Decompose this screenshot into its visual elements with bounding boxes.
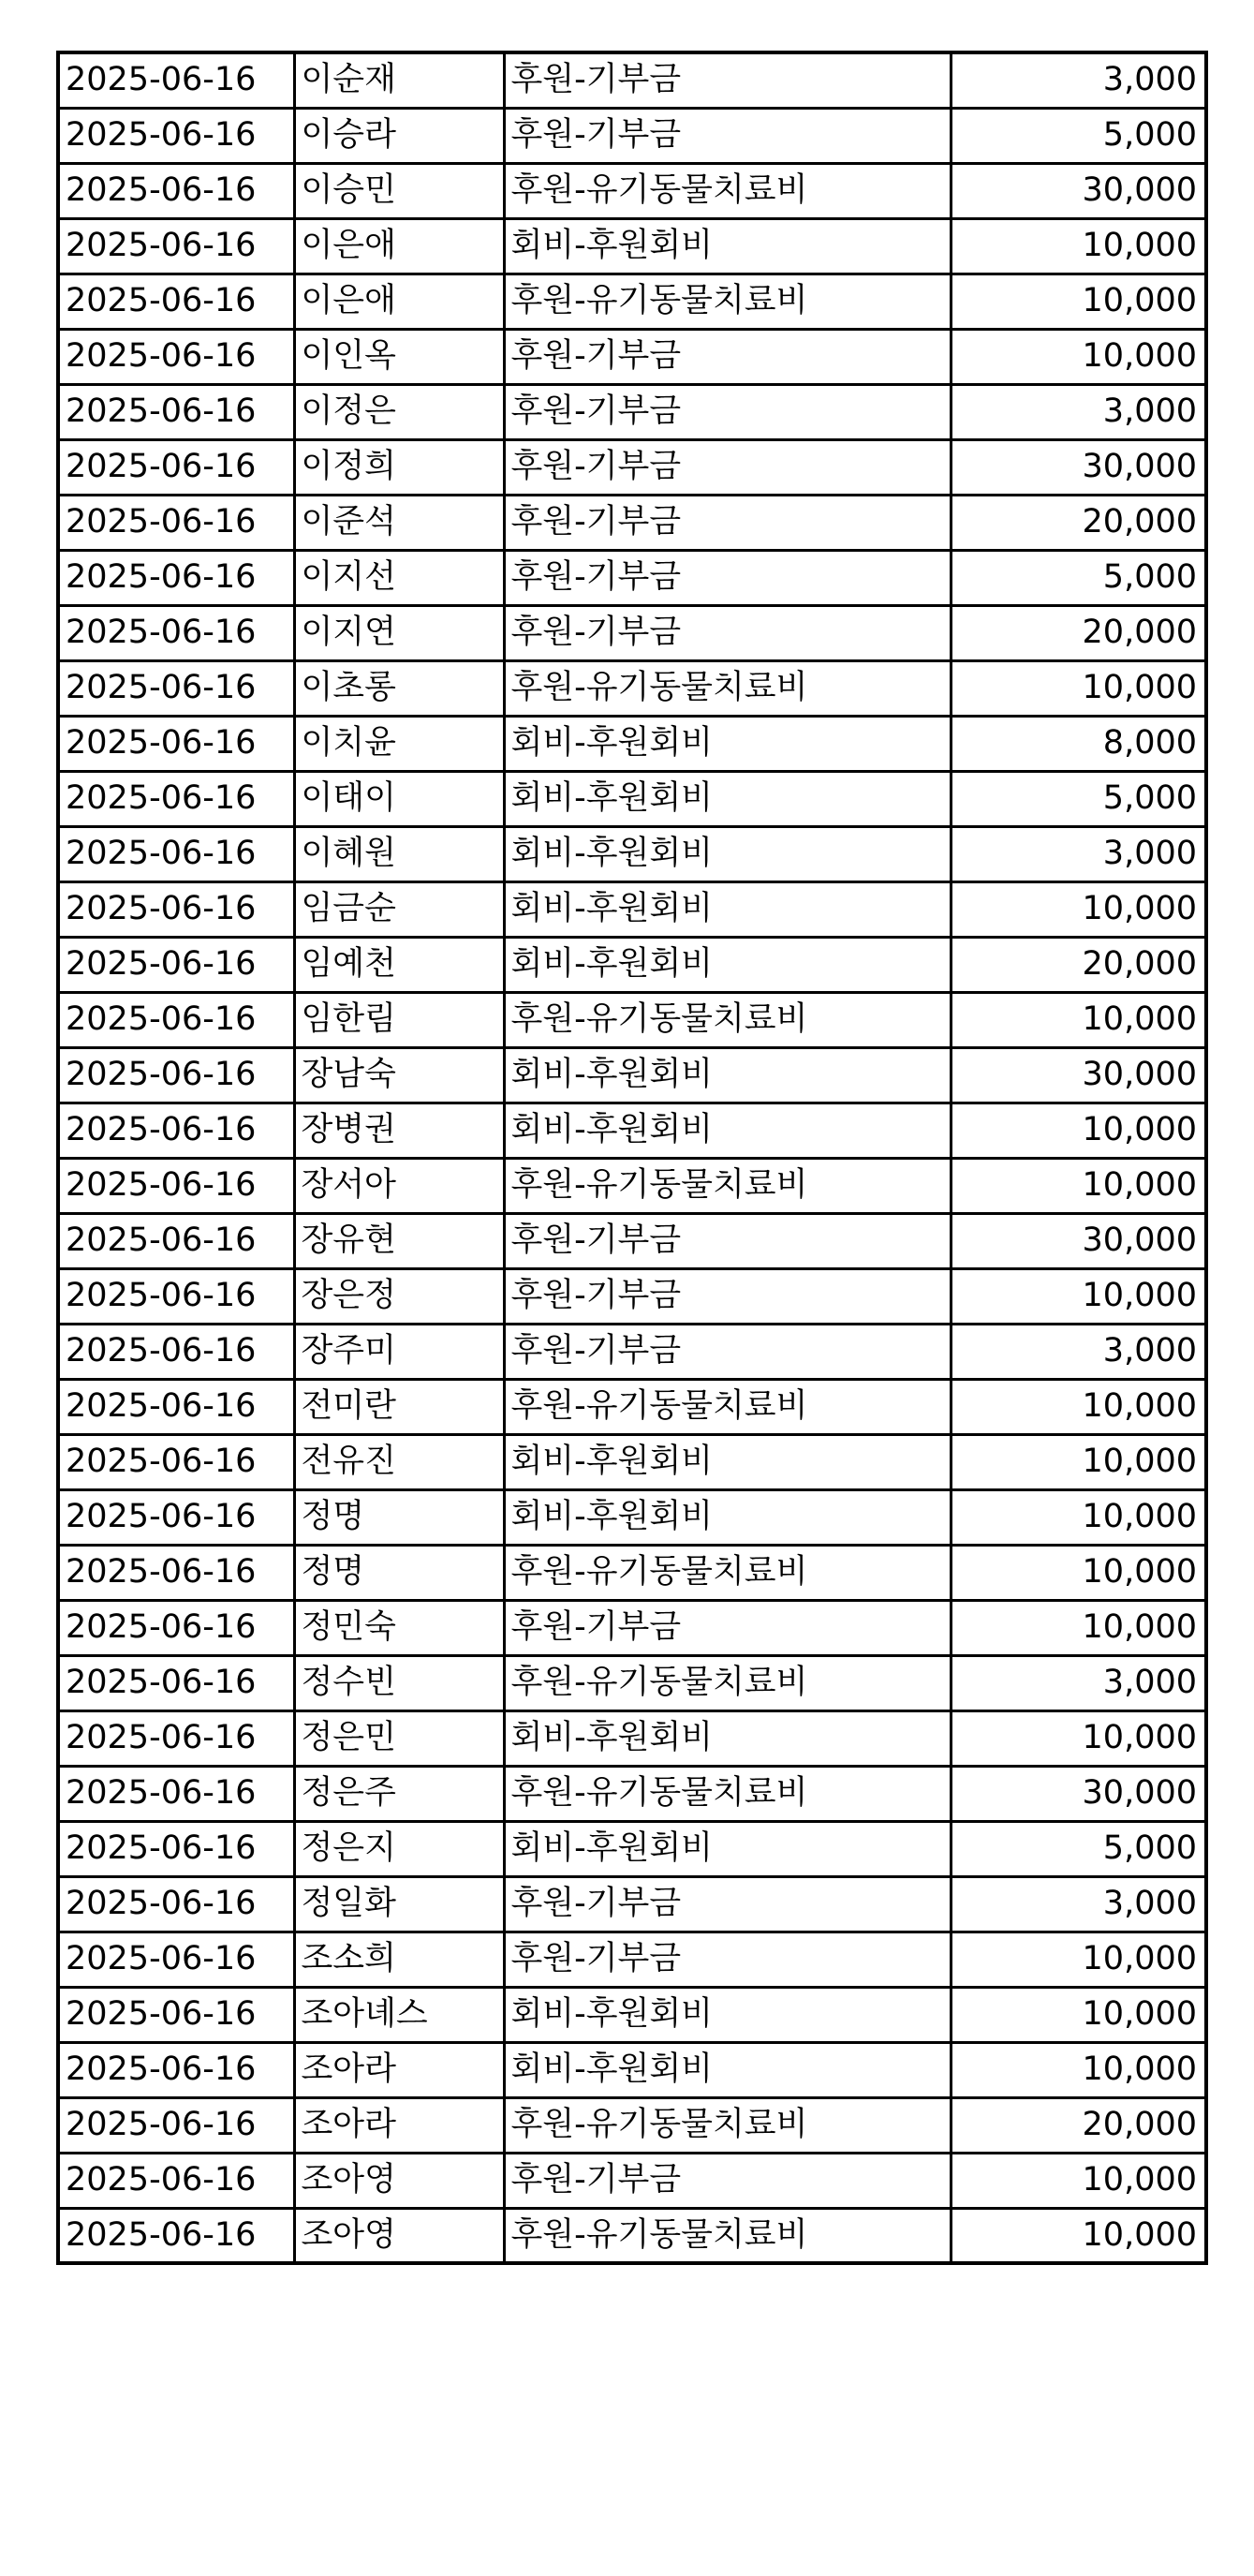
name-cell: 이태이 — [294, 771, 504, 826]
table-row — [58, 1047, 1206, 1103]
date-cell: 2025-06-16 — [58, 218, 294, 274]
name-cell: 조아영 — [294, 2208, 504, 2263]
name-cell: 이정은 — [294, 384, 504, 439]
category-cell: 후원-기부금 — [504, 2153, 951, 2208]
name-cell: 임한림 — [294, 992, 504, 1047]
amount-cell: 5,000 — [951, 771, 1206, 826]
table-row — [58, 384, 1206, 439]
category-cell: 후원-유기동물치료비 — [504, 1655, 951, 1710]
table-row — [58, 937, 1206, 992]
amount-cell: 10,000 — [951, 1932, 1206, 1987]
name-cell: 장주미 — [294, 1324, 504, 1379]
table-row — [58, 1489, 1206, 1545]
name-cell: 이승민 — [294, 163, 504, 218]
amount-cell: 10,000 — [951, 218, 1206, 274]
date-cell: 2025-06-16 — [58, 2042, 294, 2097]
table-row — [58, 1600, 1206, 1655]
date-cell: 2025-06-16 — [58, 2097, 294, 2153]
name-cell: 장남숙 — [294, 1047, 504, 1103]
table-row — [58, 771, 1206, 826]
amount-cell: 5,000 — [951, 550, 1206, 605]
name-cell: 정은지 — [294, 1821, 504, 1876]
amount-cell: 10,000 — [951, 329, 1206, 384]
name-cell: 정명 — [294, 1489, 504, 1545]
amount-cell: 3,000 — [951, 1876, 1206, 1932]
table-row — [58, 1213, 1206, 1268]
name-cell: 이지연 — [294, 605, 504, 660]
table-row — [58, 1987, 1206, 2042]
table-row — [58, 1655, 1206, 1710]
name-cell: 전유진 — [294, 1434, 504, 1489]
category-cell: 후원-기부금 — [504, 1213, 951, 1268]
date-cell: 2025-06-16 — [58, 163, 294, 218]
name-cell: 조소희 — [294, 1932, 504, 1987]
category-cell: 회비-후원회비 — [504, 1047, 951, 1103]
name-cell: 장병권 — [294, 1103, 504, 1158]
amount-cell: 10,000 — [951, 1434, 1206, 1489]
table-row — [58, 1103, 1206, 1158]
table-row — [58, 218, 1206, 274]
category-cell: 후원-유기동물치료비 — [504, 1766, 951, 1821]
category-cell: 후원-유기동물치료비 — [504, 1158, 951, 1213]
category-cell: 후원-기부금 — [504, 1932, 951, 1987]
date-cell: 2025-06-16 — [58, 881, 294, 937]
date-cell: 2025-06-16 — [58, 1324, 294, 1379]
table-row — [58, 992, 1206, 1047]
date-cell: 2025-06-16 — [58, 1158, 294, 1213]
category-cell: 후원-기부금 — [504, 108, 951, 163]
table-row — [58, 2042, 1206, 2097]
name-cell: 정명 — [294, 1545, 504, 1600]
table-row — [58, 495, 1206, 550]
category-cell: 회비-후원회비 — [504, 1710, 951, 1766]
date-cell: 2025-06-16 — [58, 2153, 294, 2208]
category-cell: 회비-후원회비 — [504, 1434, 951, 1489]
date-cell: 2025-06-16 — [58, 771, 294, 826]
amount-cell: 10,000 — [951, 1489, 1206, 1545]
table-row — [58, 1821, 1206, 1876]
category-cell: 회비-후원회비 — [504, 1821, 951, 1876]
category-cell: 회비-후원회비 — [504, 1103, 951, 1158]
category-cell: 후원-기부금 — [504, 1268, 951, 1324]
date-cell: 2025-06-16 — [58, 1600, 294, 1655]
date-cell: 2025-06-16 — [58, 550, 294, 605]
table-row — [58, 1932, 1206, 1987]
name-cell: 이준석 — [294, 495, 504, 550]
name-cell: 이정희 — [294, 439, 504, 495]
category-cell: 후원-기부금 — [504, 550, 951, 605]
category-cell: 후원-기부금 — [504, 1324, 951, 1379]
amount-cell: 10,000 — [951, 1379, 1206, 1434]
table-row — [58, 1876, 1206, 1932]
category-cell: 회비-후원회비 — [504, 937, 951, 992]
name-cell: 전미란 — [294, 1379, 504, 1434]
category-cell: 후원-기부금 — [504, 495, 951, 550]
date-cell: 2025-06-16 — [58, 1268, 294, 1324]
amount-cell: 10,000 — [951, 1268, 1206, 1324]
category-cell: 후원-유기동물치료비 — [504, 274, 951, 329]
category-cell: 회비-후원회비 — [504, 826, 951, 881]
date-cell: 2025-06-16 — [58, 1876, 294, 1932]
date-cell: 2025-06-16 — [58, 1932, 294, 1987]
name-cell: 정은민 — [294, 1710, 504, 1766]
name-cell: 조아영 — [294, 2153, 504, 2208]
table-row — [58, 2097, 1206, 2153]
name-cell: 임금순 — [294, 881, 504, 937]
table-row — [58, 660, 1206, 716]
category-cell: 후원-유기동물치료비 — [504, 1379, 951, 1434]
name-cell: 이초롱 — [294, 660, 504, 716]
table-row — [58, 108, 1206, 163]
amount-cell: 3,000 — [951, 52, 1206, 108]
name-cell: 이은애 — [294, 218, 504, 274]
date-cell: 2025-06-16 — [58, 605, 294, 660]
amount-cell: 30,000 — [951, 1047, 1206, 1103]
table-row — [58, 716, 1206, 771]
name-cell: 이인옥 — [294, 329, 504, 384]
date-cell: 2025-06-16 — [58, 1379, 294, 1434]
table-row — [58, 329, 1206, 384]
table-row — [58, 1379, 1206, 1434]
table-row — [58, 2208, 1206, 2263]
table-row — [58, 1434, 1206, 1489]
date-cell: 2025-06-16 — [58, 937, 294, 992]
ledger-body — [58, 52, 1206, 2263]
date-cell: 2025-06-16 — [58, 274, 294, 329]
table-row — [58, 1766, 1206, 1821]
name-cell: 정은주 — [294, 1766, 504, 1821]
date-cell: 2025-06-16 — [58, 1434, 294, 1489]
date-cell: 2025-06-16 — [58, 1103, 294, 1158]
amount-cell: 10,000 — [951, 1545, 1206, 1600]
category-cell: 후원-유기동물치료비 — [504, 2097, 951, 2153]
amount-cell: 3,000 — [951, 826, 1206, 881]
table-row — [58, 1268, 1206, 1324]
amount-cell: 8,000 — [951, 716, 1206, 771]
table-row — [58, 2153, 1206, 2208]
category-cell: 후원-기부금 — [504, 439, 951, 495]
table-row — [58, 1710, 1206, 1766]
category-cell: 후원-기부금 — [504, 605, 951, 660]
amount-cell: 10,000 — [951, 992, 1206, 1047]
name-cell: 이은애 — [294, 274, 504, 329]
amount-cell: 10,000 — [951, 1158, 1206, 1213]
date-cell: 2025-06-16 — [58, 108, 294, 163]
name-cell: 이지선 — [294, 550, 504, 605]
amount-cell: 30,000 — [951, 1766, 1206, 1821]
category-cell: 후원-기부금 — [504, 329, 951, 384]
table-row — [58, 1324, 1206, 1379]
table-row — [58, 52, 1206, 108]
category-cell: 후원-기부금 — [504, 1876, 951, 1932]
name-cell: 장유현 — [294, 1213, 504, 1268]
amount-cell: 20,000 — [951, 495, 1206, 550]
table-row — [58, 605, 1206, 660]
category-cell: 회비-후원회비 — [504, 1987, 951, 2042]
category-cell: 후원-기부금 — [504, 1600, 951, 1655]
amount-cell: 5,000 — [951, 108, 1206, 163]
date-cell: 2025-06-16 — [58, 1655, 294, 1710]
name-cell: 이승라 — [294, 108, 504, 163]
amount-cell: 10,000 — [951, 1103, 1206, 1158]
category-cell: 후원-유기동물치료비 — [504, 660, 951, 716]
name-cell: 조아라 — [294, 2042, 504, 2097]
amount-cell: 30,000 — [951, 163, 1206, 218]
date-cell: 2025-06-16 — [58, 826, 294, 881]
category-cell: 회비-후원회비 — [504, 218, 951, 274]
name-cell: 정수빈 — [294, 1655, 504, 1710]
amount-cell: 10,000 — [951, 2042, 1206, 2097]
date-cell: 2025-06-16 — [58, 1766, 294, 1821]
amount-cell: 5,000 — [951, 1821, 1206, 1876]
date-cell: 2025-06-16 — [58, 495, 294, 550]
date-cell: 2025-06-16 — [58, 1710, 294, 1766]
date-cell: 2025-06-16 — [58, 1047, 294, 1103]
table-row — [58, 163, 1206, 218]
name-cell: 이치윤 — [294, 716, 504, 771]
amount-cell: 10,000 — [951, 660, 1206, 716]
date-cell: 2025-06-16 — [58, 1821, 294, 1876]
date-cell: 2025-06-16 — [58, 2208, 294, 2263]
name-cell: 장서아 — [294, 1158, 504, 1213]
category-cell: 후원-유기동물치료비 — [504, 2208, 951, 2263]
amount-cell: 3,000 — [951, 1655, 1206, 1710]
amount-cell: 30,000 — [951, 439, 1206, 495]
date-cell: 2025-06-16 — [58, 1489, 294, 1545]
amount-cell: 10,000 — [951, 1710, 1206, 1766]
table-row — [58, 881, 1206, 937]
category-cell: 후원-유기동물치료비 — [504, 163, 951, 218]
date-cell: 2025-06-16 — [58, 384, 294, 439]
amount-cell: 10,000 — [951, 881, 1206, 937]
category-cell: 후원-기부금 — [504, 384, 951, 439]
date-cell: 2025-06-16 — [58, 992, 294, 1047]
name-cell: 이혜원 — [294, 826, 504, 881]
table-row — [58, 1545, 1206, 1600]
donation-ledger-table — [56, 51, 1208, 2265]
amount-cell: 20,000 — [951, 937, 1206, 992]
amount-cell: 10,000 — [951, 2153, 1206, 2208]
table-row — [58, 1158, 1206, 1213]
date-cell: 2025-06-16 — [58, 439, 294, 495]
date-cell: 2025-06-16 — [58, 1545, 294, 1600]
category-cell: 회비-후원회비 — [504, 1489, 951, 1545]
date-cell: 2025-06-16 — [58, 1987, 294, 2042]
amount-cell: 30,000 — [951, 1213, 1206, 1268]
amount-cell: 3,000 — [951, 1324, 1206, 1379]
name-cell: 조아라 — [294, 2097, 504, 2153]
amount-cell: 10,000 — [951, 1987, 1206, 2042]
amount-cell: 3,000 — [951, 384, 1206, 439]
date-cell: 2025-06-16 — [58, 52, 294, 108]
amount-cell: 20,000 — [951, 2097, 1206, 2153]
category-cell: 회비-후원회비 — [504, 716, 951, 771]
amount-cell: 20,000 — [951, 605, 1206, 660]
category-cell: 후원-유기동물치료비 — [504, 1545, 951, 1600]
date-cell: 2025-06-16 — [58, 660, 294, 716]
amount-cell: 10,000 — [951, 1600, 1206, 1655]
category-cell: 회비-후원회비 — [504, 881, 951, 937]
name-cell: 정민숙 — [294, 1600, 504, 1655]
category-cell: 회비-후원회비 — [504, 2042, 951, 2097]
amount-cell: 10,000 — [951, 274, 1206, 329]
table-row — [58, 826, 1206, 881]
name-cell: 장은정 — [294, 1268, 504, 1324]
table-row — [58, 439, 1206, 495]
category-cell: 회비-후원회비 — [504, 771, 951, 826]
name-cell: 이순재 — [294, 52, 504, 108]
name-cell: 정일화 — [294, 1876, 504, 1932]
name-cell: 임예천 — [294, 937, 504, 992]
date-cell: 2025-06-16 — [58, 1213, 294, 1268]
table-row — [58, 550, 1206, 605]
name-cell: 조아녜스 — [294, 1987, 504, 2042]
amount-cell: 10,000 — [951, 2208, 1206, 2263]
date-cell: 2025-06-16 — [58, 329, 294, 384]
category-cell: 후원-기부금 — [504, 52, 951, 108]
table-row — [58, 274, 1206, 329]
date-cell: 2025-06-16 — [58, 716, 294, 771]
category-cell: 후원-유기동물치료비 — [504, 992, 951, 1047]
